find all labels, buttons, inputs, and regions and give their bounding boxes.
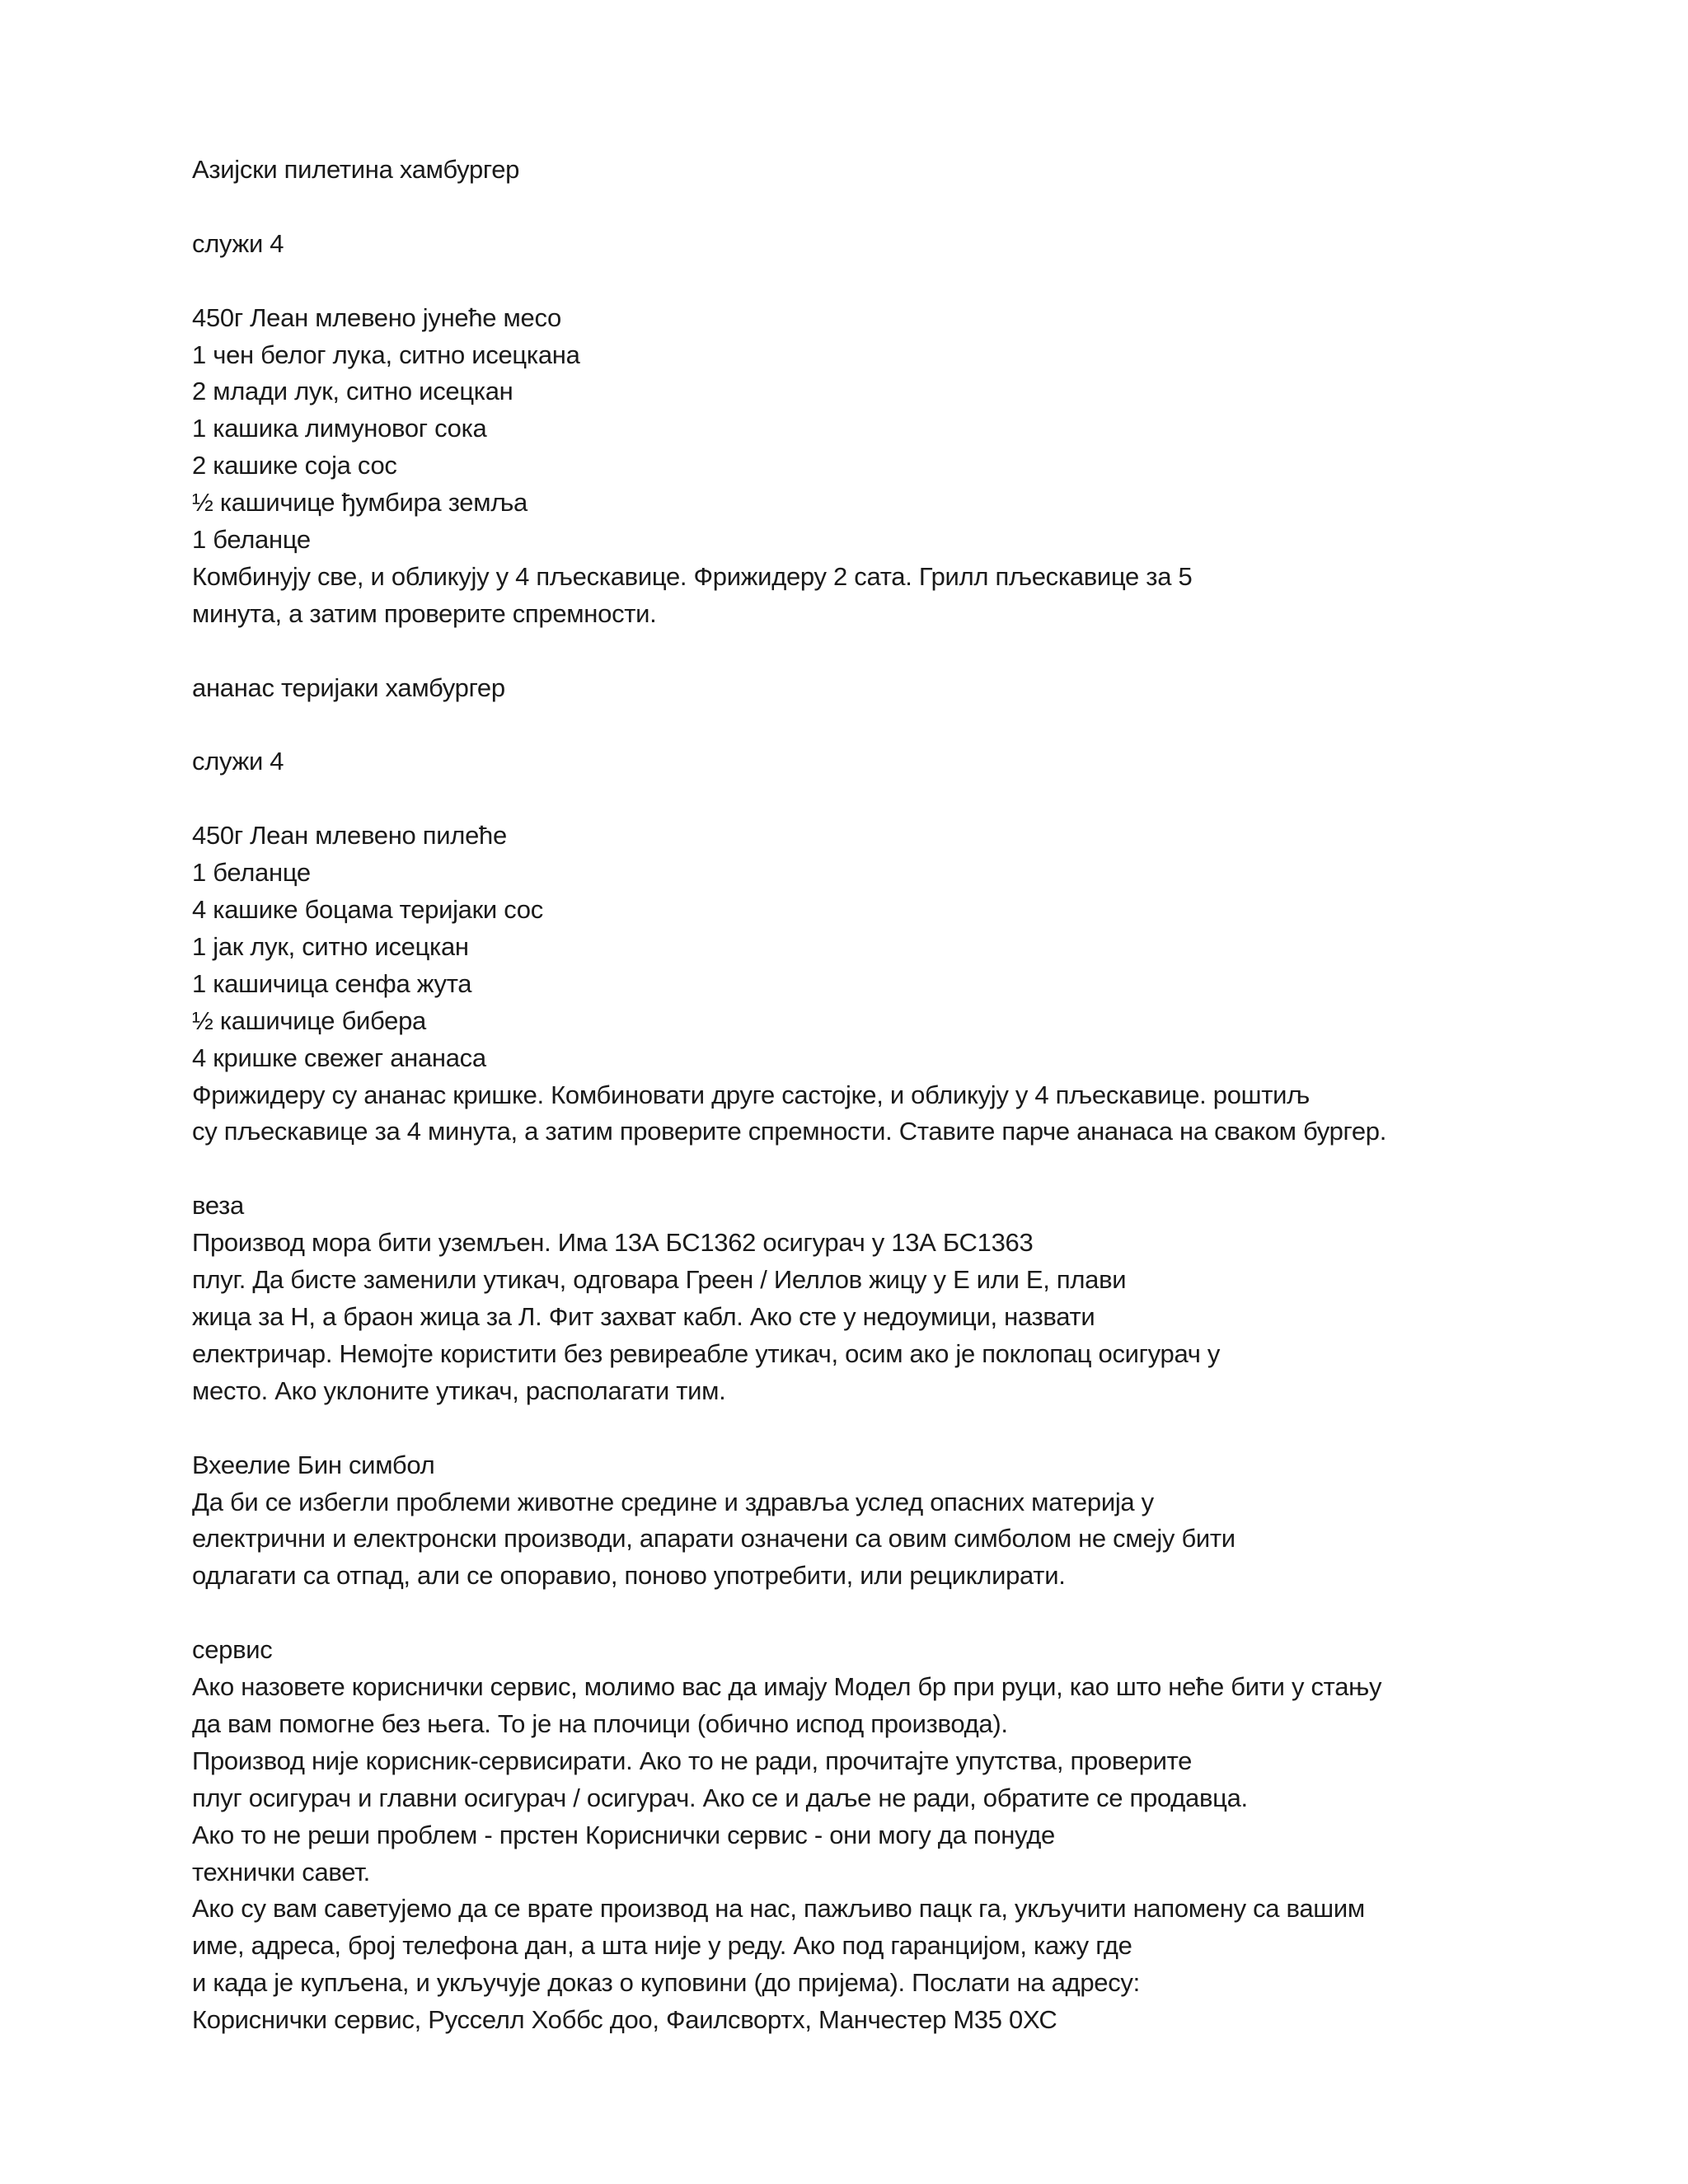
- method-line: минута, а затим проверите спремности.: [192, 598, 657, 628]
- spacer: [192, 707, 1544, 744]
- document-page: [192, 152, 1544, 2039]
- ingredient-line: 1 кашичица сенфа жута: [192, 968, 472, 998]
- ingredient-line: 2 кашике соја сос: [192, 451, 397, 480]
- body-line: плуг. Да бисте заменили утикач, одговара Греен / Иеллов жицу у Е или Е, плави: [192, 1265, 1127, 1295]
- spacer: [192, 1151, 1544, 1188]
- body-line: Производ није корисник-сервисирати. Ако то не ради, прочитајте упутства, проверите: [192, 1746, 1193, 1775]
- body-line: електрични и електронски производи, апарати означени са овим симболом не смеју бити: [192, 1524, 1236, 1554]
- body-line: Да би се избегли проблеми животне средине и здравља услед опасних материја у: [192, 1487, 1154, 1516]
- body-line: да вам помогне без њега. То је на плочици (обично испод производа).: [192, 1708, 1008, 1738]
- spacer: [192, 633, 1544, 670]
- body-line: Ако су вам саветујемо да се врате производ на нас, пажљиво пацк га, укључити напомену са вашим: [192, 1894, 1365, 1924]
- body-line: жица за Н, а браон жица за Л. Фит захват кабл. Ако сте у недоумици, назвати: [192, 1302, 1095, 1331]
- ingredient-line: 1 чен белог лука, ситно исецкана: [192, 340, 580, 369]
- method-line: Фрижидеру су ананас кришке. Комбиновати друге састојке, и обликују у 4 пљескавице. роштиљ: [192, 1080, 1310, 1109]
- section-heading: веза: [192, 1191, 244, 1221]
- serves-text: служи 4: [192, 228, 284, 258]
- body-line: плуг осигурач и главни осигурач / осигурач. Ако се и даље не ради, обратите се продавца.: [192, 1783, 1248, 1812]
- ingredient-line: ½ кашичице бибера: [192, 1005, 426, 1035]
- body-line: Ако то не реши проблем - прстен Кориснички сервис - они могу да понуде: [192, 1820, 1055, 1849]
- body-line: Ако назовете кориснички сервис, молимо вас да имају Модел бр при руци, као што неће бити у стању: [192, 1672, 1382, 1702]
- spacer: [192, 1595, 1544, 1632]
- serves-text: служи 4: [192, 747, 284, 776]
- body-line: електричар. Немојте користити без ревиреабле утикач, осим ако је поклопац осигурач у: [192, 1338, 1221, 1368]
- body-line: име, адреса, број телефона дан, а шта није у реду. Ако под гаранцијом, кажу где: [192, 1931, 1132, 1961]
- ingredient-line: 4 кашике боцама теријаки сос: [192, 895, 543, 925]
- spacer: [192, 189, 1544, 226]
- method-line: су пљескавице за 4 минута, а затим проверите спремности. Ставите парче ананаса на сваком бургер.: [192, 1117, 1387, 1146]
- recipe-title: ананас теријаки хамбургер: [192, 673, 505, 702]
- ingredient-line: 1 јак лук, ситно исецкан: [192, 931, 469, 961]
- body-line: одлагати са отпад, али се опоравио, поново употребити, или рециклирати.: [192, 1561, 1066, 1591]
- section-heading: Вхеелие Бин симбол: [192, 1450, 435, 1479]
- body-line: и када је купљена, и укључује доказ о куповини (до пријема). Послати на адресу:: [192, 1968, 1140, 1998]
- ingredient-line: 1 беланце: [192, 525, 311, 555]
- ingredient-line: 450г Леан млевено јунеће месо: [192, 302, 561, 332]
- ingredient-line: 450г Леан млевено пилеће: [192, 821, 507, 851]
- ingredient-line: 2 млади лук, ситно исецкан: [192, 377, 513, 406]
- ingredient-line: 1 беланце: [192, 858, 311, 888]
- spacer: [192, 780, 1544, 818]
- method-line: Комбинују све, и обликују у 4 пљескавице. Фрижидеру 2 сата. Грилл пљескавице за 5: [192, 561, 1193, 591]
- spacer: [192, 1410, 1544, 1447]
- recipe-title: Азијски пилетина хамбургер: [192, 155, 520, 184]
- spacer: [192, 263, 1544, 300]
- address-line: Кориснички сервис, Русселл Хоббс доо, Фаилсвортх, Манчестер М35 0ХС: [192, 2005, 1057, 2035]
- body-line: место. Ако уклоните утикач, располагати тим.: [192, 1376, 726, 1405]
- body-line: Производ мора бити уземљен. Има 13А БС1362 осигурач у 13А БС1363: [192, 1228, 1034, 1258]
- ingredient-line: 1 кашика лимуновог сока: [192, 414, 487, 443]
- section-heading: сервис: [192, 1635, 273, 1665]
- ingredient-line: 4 кришке свежег ананаса: [192, 1043, 486, 1072]
- ingredient-line: ½ кашичице ђумбира земља: [192, 488, 528, 518]
- body-line: технички савет.: [192, 1857, 370, 1886]
